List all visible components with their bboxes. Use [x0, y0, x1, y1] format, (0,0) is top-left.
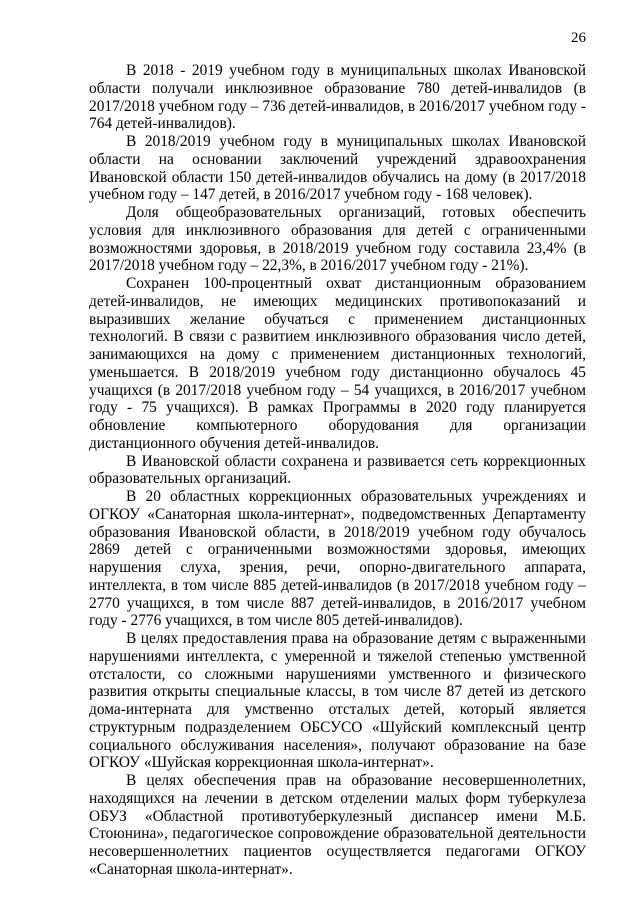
- paragraph-ready-organizations: Доля общеобразовательных организаций, готовых обеспечить условия для инклюзивного образования для детей с ограниченными возможностями здоровья, в 2018/2019 учебном году составила 23,4% (в 2017/2018 учебном году – 22,3%, в 2016/2017 учебном году - 21%).: [89, 204, 586, 275]
- document-body: [89, 62, 586, 879]
- paragraph-distance-education: Сохранен 100-процентный охват дистанционным образованием детей-инвалидов, не имеющих медицинских противопоказаний и выразивших желание обучаться с применением дистанционных технологий. В связи с развитием инклюзивного образования число детей, занимающихся на дому с применением дистанционных технологий, уменьшается. В 2018/2019 учебном году дистанционно обучалось 45 учащихся (в 2017/2018 учебном году – 54 учащихся, в 2016/2017 учебном году - 75 учащихся). В рамках Программы в 2020 году планируется обновление компьютерного оборудования для организации дистанционного обучения детей-инвалидов.: [89, 275, 586, 452]
- paragraph-home-schooling: В 2018/2019 учебном году в муниципальных школах Ивановской области на основании заключений учреждений здравоохранения Ивановской области 150 детей-инвалидов обучались на дому (в 2017/2018 учебном году – 147 детей, в 2016/2017 учебном году - 168 человек).: [89, 133, 586, 204]
- paragraph-correctional-institutions: В 20 областных коррекционных образовательных учреждениях и ОГКОУ «Санаторная школа-интернат», подведомственных Департаменту образования Ивановской области, в 2018/2019 учебном году обучалось 2869 детей с ограниченными возможностями здоровья, имеющих нарушения слуха, зрения, речи, опорно-двигательного аппарата, интеллекта, в том числе 885 детей-инвалидов (в 2017/2018 учебном году – 2770 учащихся, в том числе 887 детей-инвалидов, в 2016/2017 учебном году - 2776 учащихся, в том числе 805 детей-инвалидов).: [89, 488, 586, 630]
- page-number: 26: [571, 30, 586, 46]
- paragraph-tuberculosis-department: В целях обеспечения прав на образование несовершеннолетних, находящихся на лечении в детском отделении малых форм туберкулеза ОБУЗ «Областной противотуберкулезный диспансер имени М.Б. Стоюнина», педагогическое сопровождение образовательной деятельности несовершеннолетних пациентов осуществляется педагогами ОГКОУ «Санаторная школа-интернат».: [89, 772, 586, 878]
- paragraph-special-classes: В целях предоставления права на образование детям с выраженными нарушениями интеллекта, с умеренной и тяжелой степенью умственной отсталости, со сложными нарушениями умственного и физического развития открыты специальные классы, в том числе 87 детей из детского дома-интерната для умственно отсталых детей, который является структурным подразделением ОБСУСО «Шуйский комплексный центр социального обслуживания населения», получают образование на базе ОГКОУ «Шуйская коррекционная школа-интернат».: [89, 630, 586, 772]
- paragraph-inclusive-education: В 2018 - 2019 учебном году в муниципальных школах Ивановской области получали инклюзивное образование 780 детей-инвалидов (в 2017/2018 учебном году – 736 детей-инвалидов, в 2016/2017 учебном году - 764 детей-инвалидов).: [89, 62, 586, 133]
- paragraph-correctional-network: В Ивановской области сохранена и развивается сеть коррекционных образовательных организаций.: [89, 452, 586, 488]
